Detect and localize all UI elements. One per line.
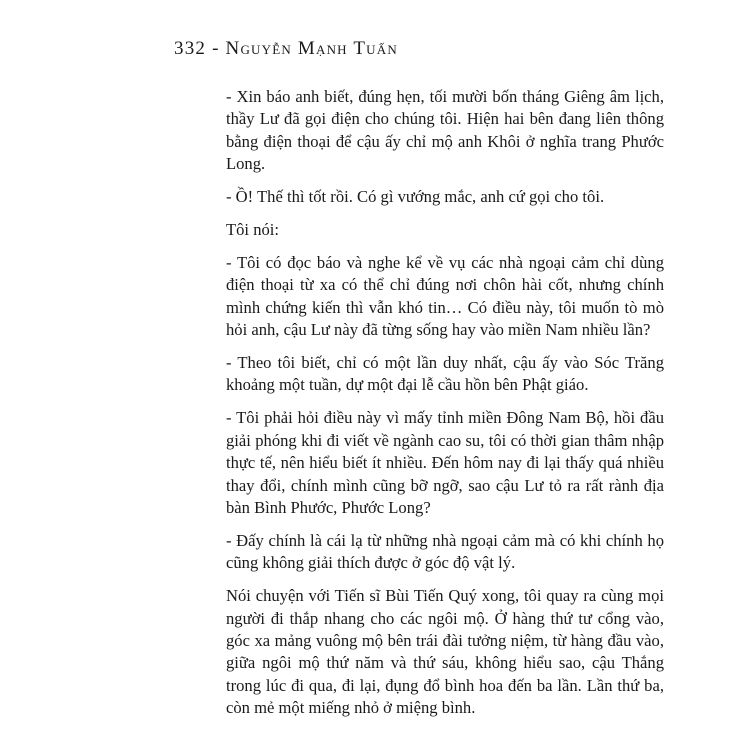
running-header (174, 38, 398, 60)
header-separator: - (212, 38, 220, 59)
body-text (226, 86, 664, 720)
author-name: Nguyễn Mạnh Tuấn (225, 38, 398, 59)
paragraph: - Tôi phải hỏi điều này vì mấy tỉnh miền Đông Nam Bộ, hồi đầu giải phóng khi đi viết về ngành cao su, tôi có thời gian thâm nhập thực tế, nên hiểu biết ít nhiều. Đến hôm nay đi lại thấy quá nhiều thay đổi, chính mình cũng bỡ ngỡ, sao cậu Lư tỏ ra rất rành địa bàn Bình Phước, Phước Long? (226, 408, 664, 517)
paragraph: Tôi nói: (226, 220, 280, 240)
paragraph: - Theo tôi biết, chỉ có một lần duy nhất, cậu ấy vào Sóc Trăng khoảng một tuần, dự một đại lễ cầu hồn bên Phật giáo. (226, 353, 664, 395)
page-number: 332 (174, 38, 207, 59)
paragraph: - Ồ! Thế thì tốt rồi. Có gì vướng mắc, anh cứ gọi cho tôi. (226, 187, 605, 207)
paragraph: - Tôi có đọc báo và nghe kể về vụ các nhà ngoại cảm chỉ dùng điện thoại từ xa có thể chỉ đúng nơi chôn hài cốt, nhưng chính mình chứng kiến thì vẫn khó tin… Có điều này, tôi muốn tò mò hỏi anh, cậu Lư này đã từng sống hay vào miền Nam nhiều lần? (226, 252, 664, 340)
paragraph: Nói chuyện với Tiến sĩ Bùi Tiến Quý xong, tôi quay ra cùng mọi người đi thắp nhang cho các ngôi mộ. Ở hàng thứ tư cổng vào, góc xa mảng vuông mộ bên trái đài tưởng niệm, từ hàng đầu vào, giữa ngôi mộ thứ năm và thứ sáu, không hiểu sao, cậu Thắng trong lúc đi qua, đi lại, đụng đổ bình hoa đến ba lần. Lần thứ ba, còn mẻ một miếng nhỏ ở miệng bình. (226, 586, 664, 718)
paragraph: - Đấy chính là cái lạ từ những nhà ngoại cảm mà có khi chính họ cũng không giải thích được ở góc độ vật lý. (226, 530, 664, 573)
paragraph: - Xin báo anh biết, đúng hẹn, tối mười bốn tháng Giêng âm lịch, thầy Lư đã gọi điện cho chúng tôi. Hiện hai bên đang liên thông bằng điện thoại để cậu ấy chỉ mộ anh Khôi ở nghĩa trang Phước Long. (226, 87, 664, 174)
